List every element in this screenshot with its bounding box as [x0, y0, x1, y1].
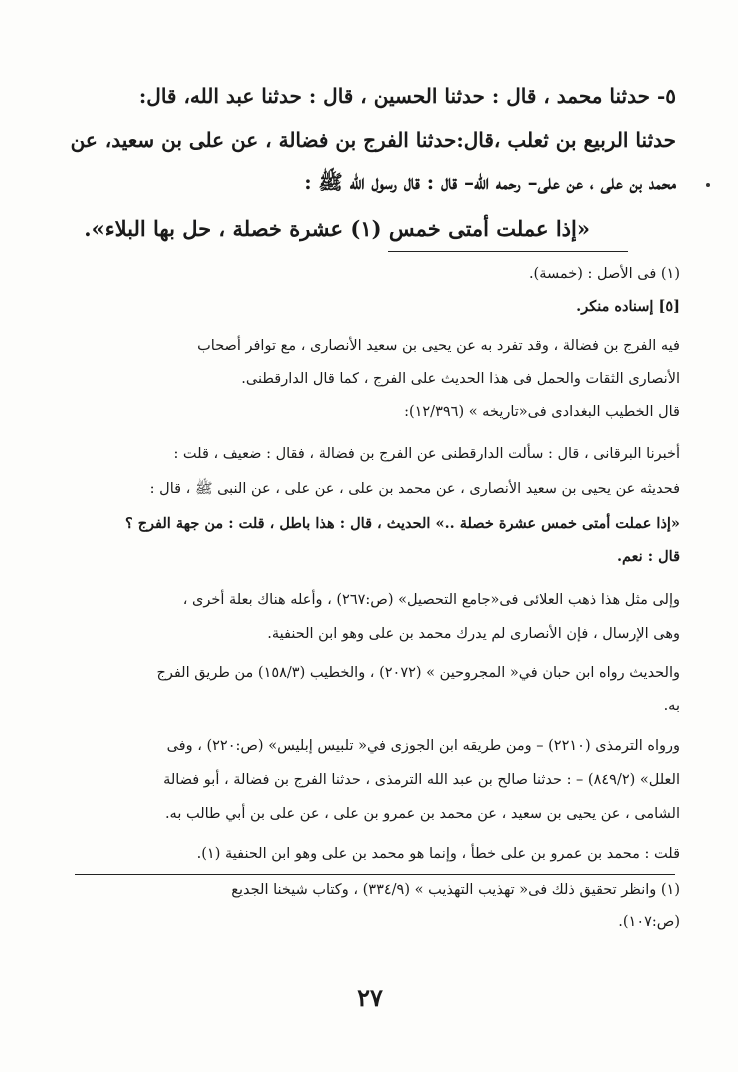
commentary-line: قال : نعم. — [616, 548, 680, 565]
main-text-line: ٥- حدثنا محمد ، قال : حدثنا الحسين ، قال : حدثنا عبد الله، قال: — [138, 84, 676, 108]
commentary-line: ورواه الترمذى (٢٢١٠) – ومن طريقه ابن الجوزى في« تلبيس إبليس» (ص:٢٢٠) ، وفى — [166, 738, 680, 754]
commentary-line: وإلى مثل هذا ذهب العلائى فى«جامع التحصيل» (ص:٢٦٧) ، وأعله هناك بعلة أخرى ، — [182, 592, 680, 608]
footnote-separator-bottom — [75, 874, 675, 875]
commentary-line: فحديثه عن يحيى بن سعيد الأنصارى ، عن محمد بن على ، عن على ، عن النبى ﷺ ، قال : — [149, 481, 680, 497]
main-text-line: حدثنا الربيع بن ثعلب ،قال:حدثنا الفرج بن فضالة ، عن على بن سعيد، عن — [70, 128, 676, 152]
commentary-line: العلل» (٨٤٩/٢) – : حدثنا صالح بن عبد الله الترمذى ، حدثنا الفرج بن فضالة ، أبو فضالة — [163, 772, 680, 788]
main-text-line: محمد بن على ، عن على– رحمه الله– قال : قال رسول الله ﷺ : — [304, 170, 676, 194]
commentary-line: «إذا عملت أمتى خمس عشرة خصلة ..» الحديث ، قال : هذا باطل ، قلت : من جهة الفرج ؟ — [124, 515, 680, 532]
footnote-top: (١) فى الأصل : (خمسة). — [528, 266, 680, 282]
page-number: ٢٧ — [357, 983, 383, 1012]
footnote-bottom-line: (ص:١٠٧). — [618, 914, 680, 930]
footnote-separator — [388, 251, 628, 252]
scan-speck — [706, 183, 710, 187]
commentary-line: قال الخطيب البغدادى فى«تاريخه » (١٢/٣٩٦): — [404, 404, 680, 420]
commentary-line: قلت : محمد بن عمرو بن على خطأ ، وإنما هو محمد بن على وهو ابن الحنفية (١). — [196, 846, 680, 862]
commentary-line: به. — [663, 698, 680, 714]
commentary-line: أخبرنا البرقانى ، قال : سألت الدارقطنى عن الفرج بن فضالة ، فقال : ضعيف ، قلت : — [173, 446, 680, 462]
isnad-heading: [٥] إسناده منكر. — [576, 298, 680, 315]
hadith-text: «إذا عملت أمتى خمس (١) عشرة خصلة ، حل بها البلاء». — [84, 216, 590, 241]
footnote-bottom-line: (١) وانظر تحقيق ذلك فى« تهذيب التهذيب » (٣٣٤/٩) ، وكتاب شيخنا الجديع — [231, 882, 680, 898]
commentary-line: الأنصارى الثقات والحمل فى هذا الحديث على الفرج ، كما قال الدارقطنى. — [241, 371, 680, 387]
commentary-line: والحديث رواه ابن حبان في« المجروحين » (٢٠٧٢) ، والخطيب (١٥٨/٣) من طريق الفرج — [156, 665, 680, 681]
commentary-line: الشامى ، عن يحيى بن سعيد ، عن محمد بن عمرو بن على ، عن على بن أبي طالب به. — [164, 806, 680, 822]
commentary-line: وهى الإرسال ، فإن الأنصارى لم يدرك محمد بن على وهو ابن الحنفية. — [267, 626, 680, 642]
commentary-line: فيه الفرج بن فضالة ، وقد تفرد به عن يحيى بن سعيد الأنصارى ، مع توافر أصحاب — [197, 338, 680, 354]
